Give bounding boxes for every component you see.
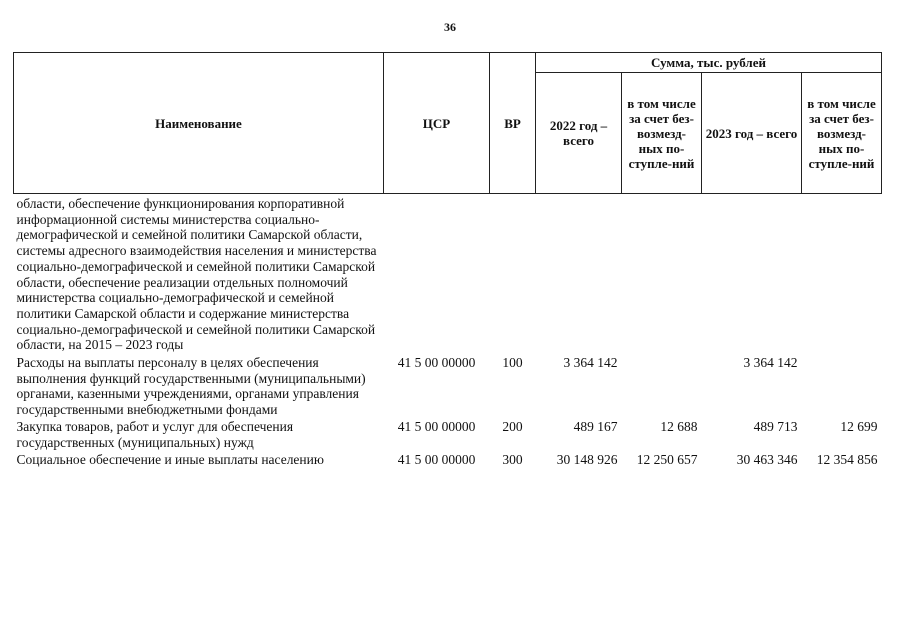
- row-2023-total: 489 713: [753, 419, 798, 435]
- row-2022-total: 489 167: [573, 419, 618, 435]
- row-2023-total: 3 364 142: [743, 355, 798, 371]
- row-2022-incl: [622, 194, 702, 354]
- row-vr: [490, 194, 536, 354]
- row-csr: 41 5 00 00000: [397, 452, 476, 468]
- row-csr: 41 5 00 00000: [397, 419, 476, 435]
- table-row: [14, 417, 882, 450]
- budget-table: [13, 52, 882, 468]
- row-name: Расходы на выплаты персоналу в целях обеспечения выполнения функций государственными (муниципальными) органами, казенными учреждениями, органами управления государственными внебюджетными фондами: [16, 355, 366, 417]
- row-name: Закупка товаров, работ и услуг для обеспечения государственных (муниципальных) нужд: [16, 419, 294, 450]
- table-header: [14, 53, 882, 194]
- header-name: Наименование: [14, 53, 384, 194]
- header-2023-incl: в том числе за счет без-возмезд-ных по-ступле-ний: [802, 73, 882, 194]
- header-sum-group: Сумма, тыс. рублей: [536, 53, 882, 73]
- row-csr: [384, 194, 490, 354]
- row-2023-incl: [802, 353, 882, 417]
- row-2023-total: [702, 194, 802, 354]
- row-vr: 300: [502, 452, 523, 468]
- row-name: Социальное обеспечение и иные выплаты населению: [16, 452, 324, 468]
- page-number: 36: [444, 20, 456, 34]
- row-name: области, обеспечение функционирования корпоративной информационной системы министерства социально-демографической и семейной политики Самарской области, системы адресного взаимодействия населения и министерства социально-демографической и семейной политики Самарской области, обеспечение реализации отдельных полномочий министерства социально-демографической и семейной политики Самарской области и содержание министерства социально-демографической и семейной политики Самарской области, на 2015 – 2023 годы: [16, 196, 377, 353]
- table-row: [14, 353, 882, 417]
- header-2023-total: 2023 год – всего: [702, 73, 802, 194]
- row-vr: 100: [502, 355, 523, 371]
- row-csr: 41 5 00 00000: [397, 355, 476, 371]
- row-2022-incl: 12 688: [660, 419, 698, 435]
- header-csr: ЦСР: [384, 53, 490, 194]
- row-vr: 200: [502, 419, 523, 435]
- header-2022-total: 2022 год – всего: [536, 73, 622, 194]
- row-2023-total: 30 463 346: [736, 452, 798, 468]
- row-2022-incl: 12 250 657: [636, 452, 698, 468]
- row-2023-incl: 12 354 856: [816, 452, 878, 468]
- row-2023-incl: [802, 194, 882, 354]
- row-2022-total: 30 148 926: [556, 452, 618, 468]
- table-row: [14, 450, 882, 468]
- table-row: [14, 194, 882, 354]
- header-2022-incl: в том числе за счет без-возмезд-ных по-ступле-ний: [622, 73, 702, 194]
- row-2022-incl: [622, 353, 702, 417]
- header-vr: ВР: [490, 53, 536, 194]
- row-2023-incl: 12 699: [840, 419, 878, 435]
- row-2022-total: [536, 194, 622, 354]
- row-2022-total: 3 364 142: [563, 355, 618, 371]
